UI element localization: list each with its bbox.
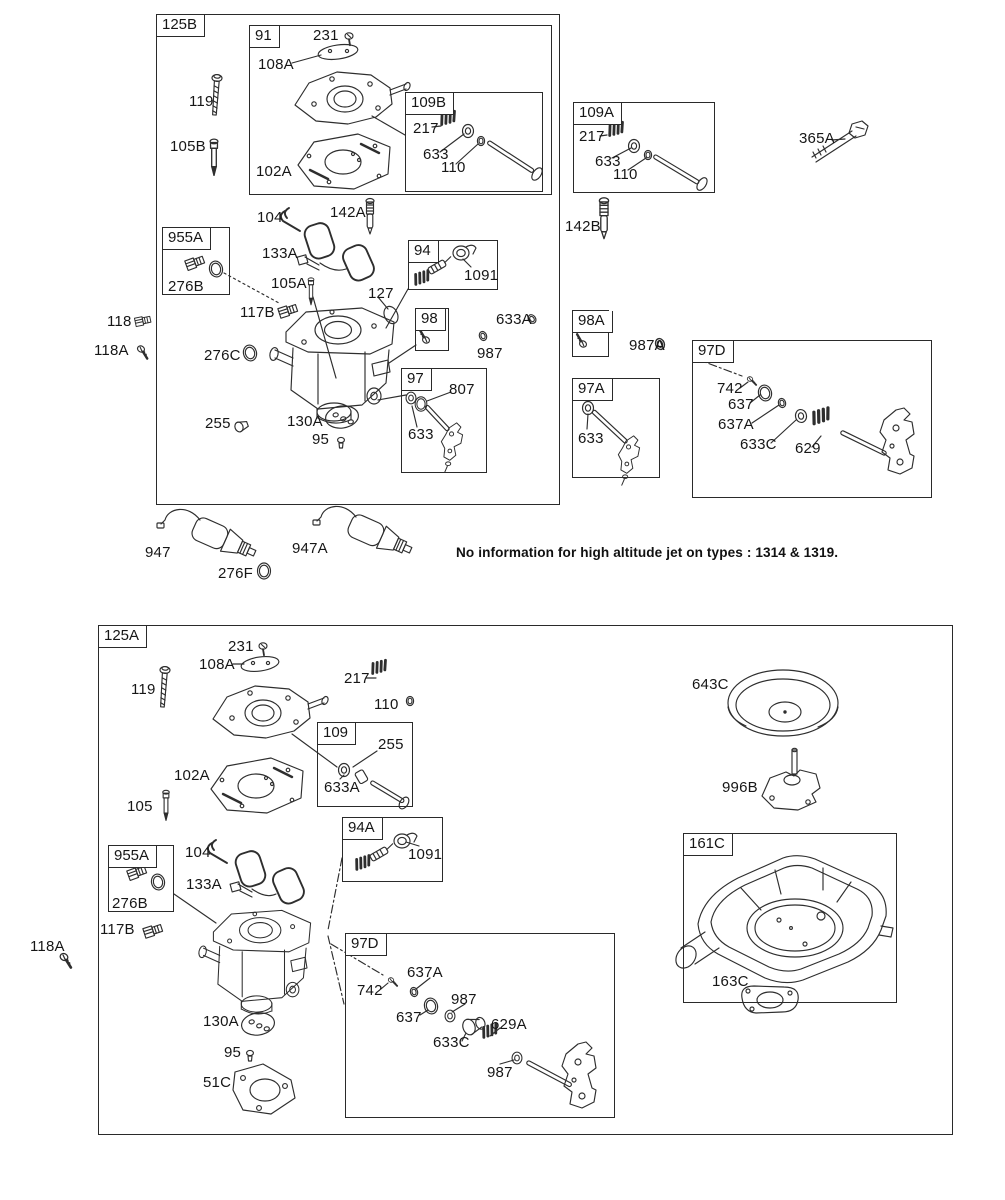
part-label-104: 104 <box>185 844 211 861</box>
part-label-276B: 276B <box>168 278 204 295</box>
part-label-987A: 987A <box>629 337 665 354</box>
note-high-altitude-jet: No information for high altitude jet on types : 1314 & 1319. <box>456 545 839 560</box>
part-label-217: 217 <box>344 670 370 687</box>
part-label-130A: 130A <box>203 1013 239 1030</box>
part-label-108A: 108A <box>199 656 235 673</box>
part-label-637A: 637A <box>718 416 754 433</box>
part-label-947A: 947A <box>292 540 328 557</box>
part-label-108A: 108A <box>258 56 294 73</box>
part-label-255: 255 <box>205 415 231 432</box>
part-label-629: 629 <box>795 440 821 457</box>
part-label-633A: 633A <box>324 779 360 796</box>
solenoid-947-icon <box>157 509 260 564</box>
part-label-742: 742 <box>717 380 743 397</box>
part-label-637A: 637A <box>407 964 443 981</box>
part-label-117B: 117B <box>240 304 275 321</box>
part-label-95: 95 <box>312 431 330 448</box>
part-label-142A: 142A <box>330 204 366 221</box>
part-label-142B: 142B <box>565 218 601 235</box>
part-label-133A: 133A <box>186 876 222 893</box>
part-label-633: 633 <box>408 426 434 443</box>
part-label-633: 633 <box>595 153 621 170</box>
group-box-label-97D: 97D <box>693 341 734 363</box>
part-label-633: 633 <box>578 430 604 447</box>
part-label-637: 637 <box>396 1009 422 1026</box>
group-box-109A <box>573 102 715 193</box>
part-label-102A: 102A <box>256 163 292 180</box>
part-label-987: 987 <box>487 1064 513 1081</box>
part-label-629A: 629A <box>491 1016 527 1033</box>
plug-118-icon <box>134 315 151 326</box>
part-label-1091: 1091 <box>464 267 499 284</box>
part-label-633A: 633A <box>496 311 532 328</box>
part-label-105B: 105B <box>170 138 206 155</box>
part-label-105: 105 <box>127 798 153 815</box>
group-box-98 <box>415 308 449 351</box>
part-label-133A: 133A <box>262 245 298 262</box>
part-label-947: 947 <box>145 544 171 561</box>
group-box-label-109A: 109A <box>574 103 622 125</box>
middle-art <box>157 506 416 582</box>
part-label-255: 255 <box>378 736 404 753</box>
oring-276F-icon <box>258 563 271 579</box>
part-label-1091: 1091 <box>408 846 443 863</box>
part-label-742: 742 <box>357 982 383 999</box>
group-box-label-98: 98 <box>416 309 446 331</box>
part-label-276C: 276C <box>204 347 241 364</box>
group-box-label-98A: 98A <box>573 311 613 333</box>
group-box-label-97D: 97D <box>346 934 387 956</box>
group-box-label-97A: 97A <box>573 379 613 401</box>
part-label-118A: 118A <box>30 938 65 955</box>
part-label-118A: 118A <box>94 342 129 359</box>
group-box-label-125A: 125A <box>99 626 147 648</box>
group-box-98A <box>572 310 609 357</box>
screw-118A-top-icon <box>135 345 151 359</box>
group-box-97A <box>572 378 660 478</box>
group-box-label-955A: 955A <box>163 228 211 250</box>
part-label-276F: 276F <box>218 565 253 582</box>
group-box-label-955A: 955A <box>109 846 157 868</box>
solenoid-947A-icon <box>313 506 416 561</box>
group-box-109B <box>405 92 543 192</box>
group-box-label-94A: 94A <box>343 818 383 840</box>
part-label-217: 217 <box>579 128 605 145</box>
part-label-110: 110 <box>374 696 399 713</box>
group-box-label-161C: 161C <box>684 834 733 856</box>
part-label-118: 118 <box>107 313 132 330</box>
part-label-231: 231 <box>313 27 339 44</box>
part-label-987: 987 <box>477 345 503 362</box>
part-label-117B: 117B <box>100 921 135 938</box>
group-box-label-109: 109 <box>318 723 356 745</box>
part-label-163C: 163C <box>712 973 749 990</box>
group-box-label-125B: 125B <box>157 15 205 37</box>
group-box-label-91: 91 <box>250 26 280 48</box>
part-label-633C: 633C <box>740 436 777 453</box>
part-label-110: 110 <box>613 166 638 183</box>
part-label-633C: 633C <box>433 1034 470 1051</box>
group-box-label-94: 94 <box>409 241 439 263</box>
part-label-119: 119 <box>131 681 156 698</box>
part-label-95: 95 <box>224 1044 242 1061</box>
part-label-102A: 102A <box>174 767 210 784</box>
part-label-987: 987 <box>451 991 477 1008</box>
part-label-231: 231 <box>228 638 254 655</box>
group-box-label-97: 97 <box>402 369 432 391</box>
part-label-996B: 996B <box>722 779 758 796</box>
part-label-643C: 643C <box>692 676 729 693</box>
group-box-97D <box>345 933 615 1118</box>
part-label-637: 637 <box>728 396 754 413</box>
part-label-633: 633 <box>423 146 449 163</box>
group-box-label-109B: 109B <box>406 93 454 115</box>
part-label-276B: 276B <box>112 895 148 912</box>
part-label-110: 110 <box>441 159 466 176</box>
part-label-119: 119 <box>189 93 214 110</box>
part-label-51C: 51C <box>203 1074 232 1091</box>
part-label-807: 807 <box>449 381 475 398</box>
part-label-365A: 365A <box>799 130 835 147</box>
part-label-217: 217 <box>413 120 439 137</box>
part-label-105A: 105A <box>271 275 307 292</box>
part-label-104: 104 <box>257 209 283 226</box>
part-label-130A: 130A <box>287 413 323 430</box>
part-label-127: 127 <box>368 285 394 302</box>
